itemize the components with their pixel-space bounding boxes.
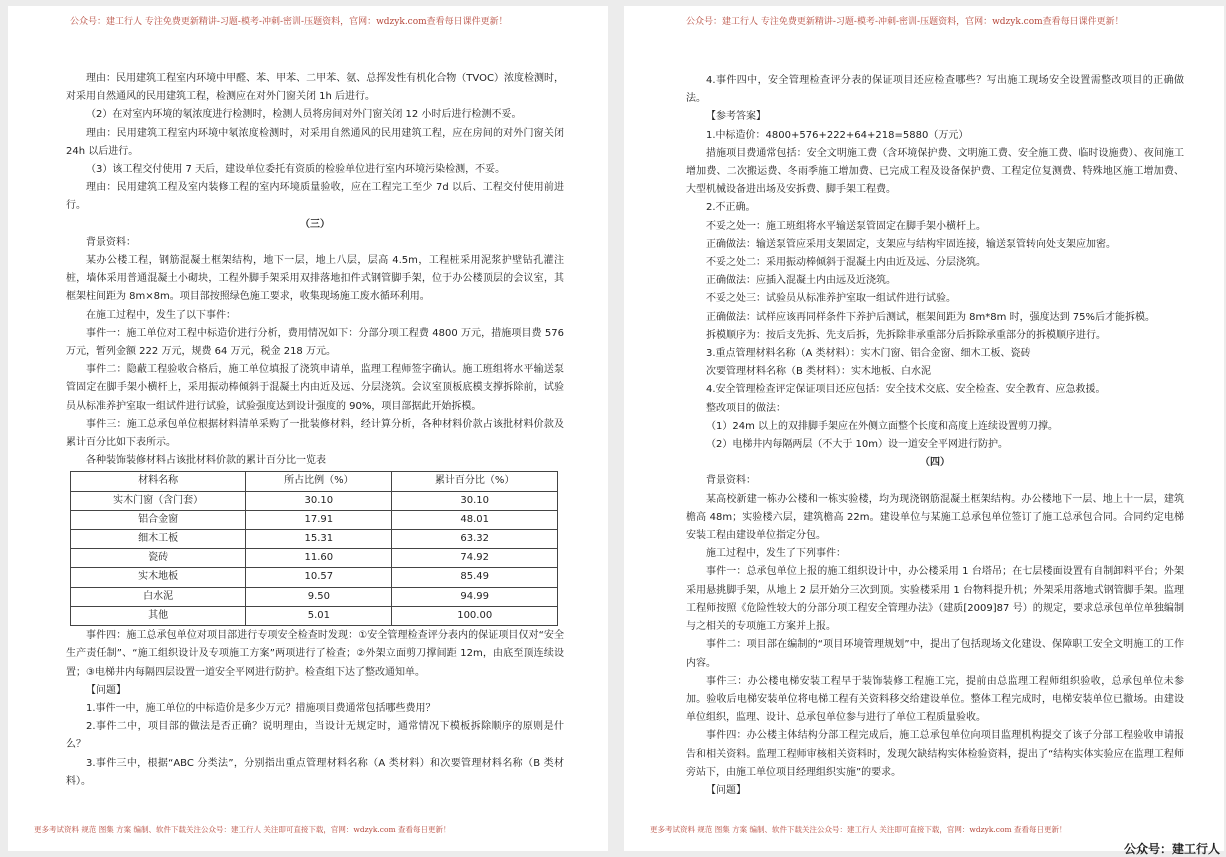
table-row xyxy=(71,587,558,606)
watermark-label: 公众号：建工行人 xyxy=(1123,842,1220,856)
paragraph: 不妥之处二：采用振动棒倾斜于混凝土内由近及远、分层浇筑。 xyxy=(706,257,986,269)
paragraph: 事件四：办公楼主体结构分部工程完成后，施工总承包单位向项目监理机构提交了该子分部工程验收申请报告和相关资料。监理工程师审核相关资料时，发现欠缺结构实体检验资料，提出了“结构实体实验应在监理工程师旁站下，由施工单位项目经理组织实施”的要求。 xyxy=(686,730,1184,778)
table-header-cell: 所占比例（%） xyxy=(246,472,392,491)
document-page-left xyxy=(8,6,608,851)
paragraph: 正确做法：应插入混凝土内由远及近浇筑。 xyxy=(706,275,896,287)
table-row xyxy=(71,549,558,568)
table-cell: 17.91 xyxy=(246,510,392,529)
table-cell: 实木门窗（含门套） xyxy=(71,491,246,510)
material-table xyxy=(70,471,558,626)
paragraph: 理由：民用建筑工程室内环境中氡浓度检测时，对采用自然通风的民用建筑工程，应在房间的对外门窗关闭 24h 以后进行。 xyxy=(66,127,564,157)
table-cell: 其他 xyxy=(71,606,246,625)
paragraph: 背景资料： xyxy=(86,236,136,248)
table-header-row xyxy=(71,472,558,491)
paragraph: 拆模顺序为：按后支先拆、先支后拆，先拆除非承重部分后拆除承重部分的拆模顺序进行。 xyxy=(706,329,1106,341)
paragraph: 在施工过程中，发生了以下事件： xyxy=(86,309,236,321)
table-cell: 11.60 xyxy=(246,549,392,568)
paragraph: 整改项目的做法： xyxy=(706,402,786,414)
table-cell: 细木工板 xyxy=(71,530,246,549)
paragraph: （3）该工程交付使用 7 天后，建设单位委托有资质的检验单位进行室内环境污染检测，不妥。 xyxy=(86,164,506,176)
page-body xyxy=(66,70,564,791)
paragraph: 事件三：施工总承包单位根据材料清单采购了一批装修材料，经计算分析，各种材料价款占该批材料价款及累计百分比如下表所示。 xyxy=(66,418,564,449)
paragraph: 1.中标造价：4800+576+222+64+218=5880（万元） xyxy=(706,129,969,141)
page-header: 公众号：建工行人 专注免费更新精讲-习题-模考-冲刺-密训-压题资料，官网：wdzyk.com查看每日课件更新！ xyxy=(686,17,1124,27)
table-cell: 5.01 xyxy=(246,606,392,625)
paragraph: （1）24m 以上的双排脚手架应在外侧立面整个长度和高度上连续设置剪刀撑。 xyxy=(706,420,1059,432)
table-cell: 30.10 xyxy=(246,491,392,510)
paragraph: 某办公楼工程，钢筋混凝土框架结构，地下一层，地上八层，层高 4.5m，工程桩采用泥浆护壁钻孔灌注桩，墙体采用普通混凝土小砌块，工程外脚手架采用双排落地扣件式钢管脚手架，位于办公楼顶层的会议室，其框架柱间距为 8m×8m。项目部按照绿色施工要求，收集现场施工废水循环利用。 xyxy=(66,255,564,303)
paragraph: 理由：民用建筑工程室内环境中甲醛、苯、甲苯、二甲苯、氨、总挥发性有机化合物（TVOC）浓度检测时，对采用自然通风的民用建筑工程，检测应在对外门窗关闭 1h 后进行。 xyxy=(66,73,564,103)
table-cell: 15.31 xyxy=(246,530,392,549)
table-row xyxy=(71,510,558,529)
table-cell: 30.10 xyxy=(392,491,558,510)
table-row xyxy=(71,568,558,587)
table-cell: 瓷砖 xyxy=(71,549,246,568)
paragraph: 事件二：项目部在编制的“项目环境管理规划”中，提出了包括现场文化建设、保障职工安全文明施工的工作内容。 xyxy=(686,639,1184,669)
paragraph: 不妥之处一：施工班组将水平输送泵管固定在脚手架小横杆上。 xyxy=(706,220,986,232)
paragraph: 正确做法：输送泵管应采用支架固定，支架应与结构牢固连接，输送泵管转向处支架应加密。 xyxy=(706,238,1116,250)
table-cell: 74.92 xyxy=(392,549,558,568)
page-footer: 更多考试资料 规范 图集 方案 编制、软件下载关注公众号：建工行人 关注即可直接下载，官网：wdzyk.com 查看每日更新！ xyxy=(650,825,1067,834)
paragraph: 1.事件一中，施工单位的中标造价是多少万元？措施项目费通常包括哪些费用？ xyxy=(86,702,436,714)
paragraph: 背景资料： xyxy=(706,475,756,487)
table-cell: 实木地板 xyxy=(71,568,246,587)
paragraph: 某高校新建一栋办公楼和一栋实验楼，均为现浇钢筋混凝土框架结构。办公楼地下一层、地上十一层，建筑檐高 48m；实验楼六层，建筑檐高 22m。建设单位与某施工总承包单位签订了施工总承包合同。合同约定电梯安装工程由建设单位指定分包。 xyxy=(686,493,1184,542)
page-header: 公众号：建工行人 专注免费更新精讲-习题-模考-冲刺-密训-压题资料，官网：wdzyk.com查看每日课件更新！ xyxy=(70,17,508,27)
table-header-cell: 材料名称 xyxy=(71,472,246,491)
table-cell: 63.32 xyxy=(392,530,558,549)
paragraph: 2.不正确。 xyxy=(706,202,756,214)
table-cell: 10.57 xyxy=(246,568,392,587)
table-cell: 100.00 xyxy=(392,606,558,625)
paragraph: 3.事件三中，根据“ABC 分类法”，分别指出重点管理材料名称（A 类材料）和次要管理材料名称（B 类材料）。 xyxy=(66,757,564,787)
paragraph: （2）在对室内环境的氡浓度进行检测时，检测人员将房间对外门窗关闭 12 小时后进行检测不妥。 xyxy=(86,109,522,121)
table-cell: 85.49 xyxy=(392,568,558,587)
paragraph: 事件四：施工总承包单位对项目部进行专项安全检查时发现：①安全管理检查评分表内的保证项目仅对“安全生产责任制”、“施工组织设计及专项施工方案”两项进行了检查；②外架立面剪刀撑间距 12m，由底至顶连续设置；③电梯井内每隔四层设置一道安全平网进行防护。检查组下达了整改通知单。 xyxy=(66,630,564,678)
table-cell: 94.99 xyxy=(392,587,558,606)
table-row xyxy=(71,530,558,549)
section-title: （四） xyxy=(920,457,950,469)
paragraph: 次要管理材料名称（B 类材料）：实木地板、白水泥 xyxy=(706,366,932,378)
paragraph: 正确做法：试样应该再同样条件下养护后测试，框架间距为 8m*8m 时，强度达到 75%后才能拆模。 xyxy=(706,311,1155,323)
table-cell: 铝合金窗 xyxy=(71,510,246,529)
page-footer: 更多考试资料 规范 图集 方案 编制、软件下载关注公众号：建工行人 关注即可直接下载，官网：wdzyk.com 查看每日更新！ xyxy=(34,825,451,834)
paragraph: 2.事件二中，项目部的做法是否正确？说明理由，当设计无规定时，通常情况下模板拆除顺序的原则是什么？ xyxy=(66,721,564,751)
paragraph: 【参考答案】 xyxy=(706,111,766,123)
table-cell: 48.01 xyxy=(392,510,558,529)
paragraph: 事件二：隐蔽工程验收合格后，施工单位填报了浇筑申请单，监理工程师签字确认。施工班组将水平输送泵管固定在脚手架小横杆上，采用振动棒倾斜于混凝土内由近及远、分层浇筑。会议室顶板底模支撑拆除前，试验员从标准养护室取一组试件进行试验，试验强度达到设计强度的 90%，项目部据此开始拆模。 xyxy=(66,364,564,412)
table-row xyxy=(71,491,558,510)
paragraph: 事件一：总承包单位上报的施工组织设计中，办公楼采用 1 台塔吊；在七层楼面设置有自制卸料平台；外架采用悬挑脚手架，从地上 2 层开始分三次到顶。实验楼采用 1 台物料提升机；外架采用落地式钢管脚手架。监理工程师按照《危险性较大的分部分项工程安全管理办法》（建质[2009]87 号）的规定，要求总承包单位单独编制与之相关的专项施工方案并上报。 xyxy=(686,566,1184,633)
paragraph: 4.安全管理检查评定保证项目还应包括：安全技术交底、安全检查、安全教育、应急救援。 xyxy=(706,384,1106,396)
paragraph: 理由：民用建筑工程及室内装修工程的室内环境质量验收，应在工程完工至少 7d 以后、工程交付使用前进行。 xyxy=(66,182,564,212)
paragraph: 措施项目费通常包括：安全文明施工费（含环境保护费、文明施工费、安全施工费、临时设施费）、夜间施工增加费、二次搬运费、冬雨季施工增加费、已完成工程及设备保护费、工程定位复测费、特殊地区施工增加费、大型机械设备进出场及安拆费、脚手架工程费。 xyxy=(686,147,1184,196)
table-caption: 各种装饰装修材料占该批材料价款的累计百分比一览表 xyxy=(86,455,326,467)
paragraph: 事件三：办公楼电梯安装工程早于装饰装修工程施工完，提前由总监理工程师组织验收，总承包单位未参加。验收后电梯安装单位将电梯工程有关资料移交给建设单位。整体工程完成时，电梯安装单位已撤场。由建设单位组织，监理、设计、总承包单位参与进行了单位工程质量验收。 xyxy=(686,675,1184,724)
table-header-cell: 累计百分比（%） xyxy=(392,472,558,491)
page-body xyxy=(686,72,1184,800)
section-title: （三） xyxy=(300,218,330,230)
paragraph: 【问题】 xyxy=(706,784,746,796)
table-cell: 白水泥 xyxy=(71,587,246,606)
paragraph: 4.事件四中，安全管理检查评分表的保证项目还应检查哪些？写出施工现场安全设置需整改项目的正确做法。 xyxy=(686,75,1184,105)
paragraph: 事件一：施工单位对工程中标造价进行分析，费用情况如下：分部分项工程费 4800 万元，措施项目费 576 万元，暂列金额 222 万元，规费 64 万元，税金 218 万元。 xyxy=(66,327,564,358)
table-cell: 9.50 xyxy=(246,587,392,606)
document-page-right xyxy=(624,6,1224,851)
paragraph: 不妥之处三：试验员从标准养护室取一组试件进行试验。 xyxy=(706,293,956,305)
table-row xyxy=(71,606,558,625)
paragraph: 3.重点管理材料名称（A 类材料）：实木门窗、铝合金窗、细木工板、瓷砖 xyxy=(706,348,1031,360)
paragraph: 施工过程中，发生了下列事件： xyxy=(706,548,846,560)
paragraph: 【问题】 xyxy=(86,684,126,696)
paragraph: （2）电梯井内每隔两层（不大于 10m）设一道安全平网进行防护。 xyxy=(706,439,1009,451)
